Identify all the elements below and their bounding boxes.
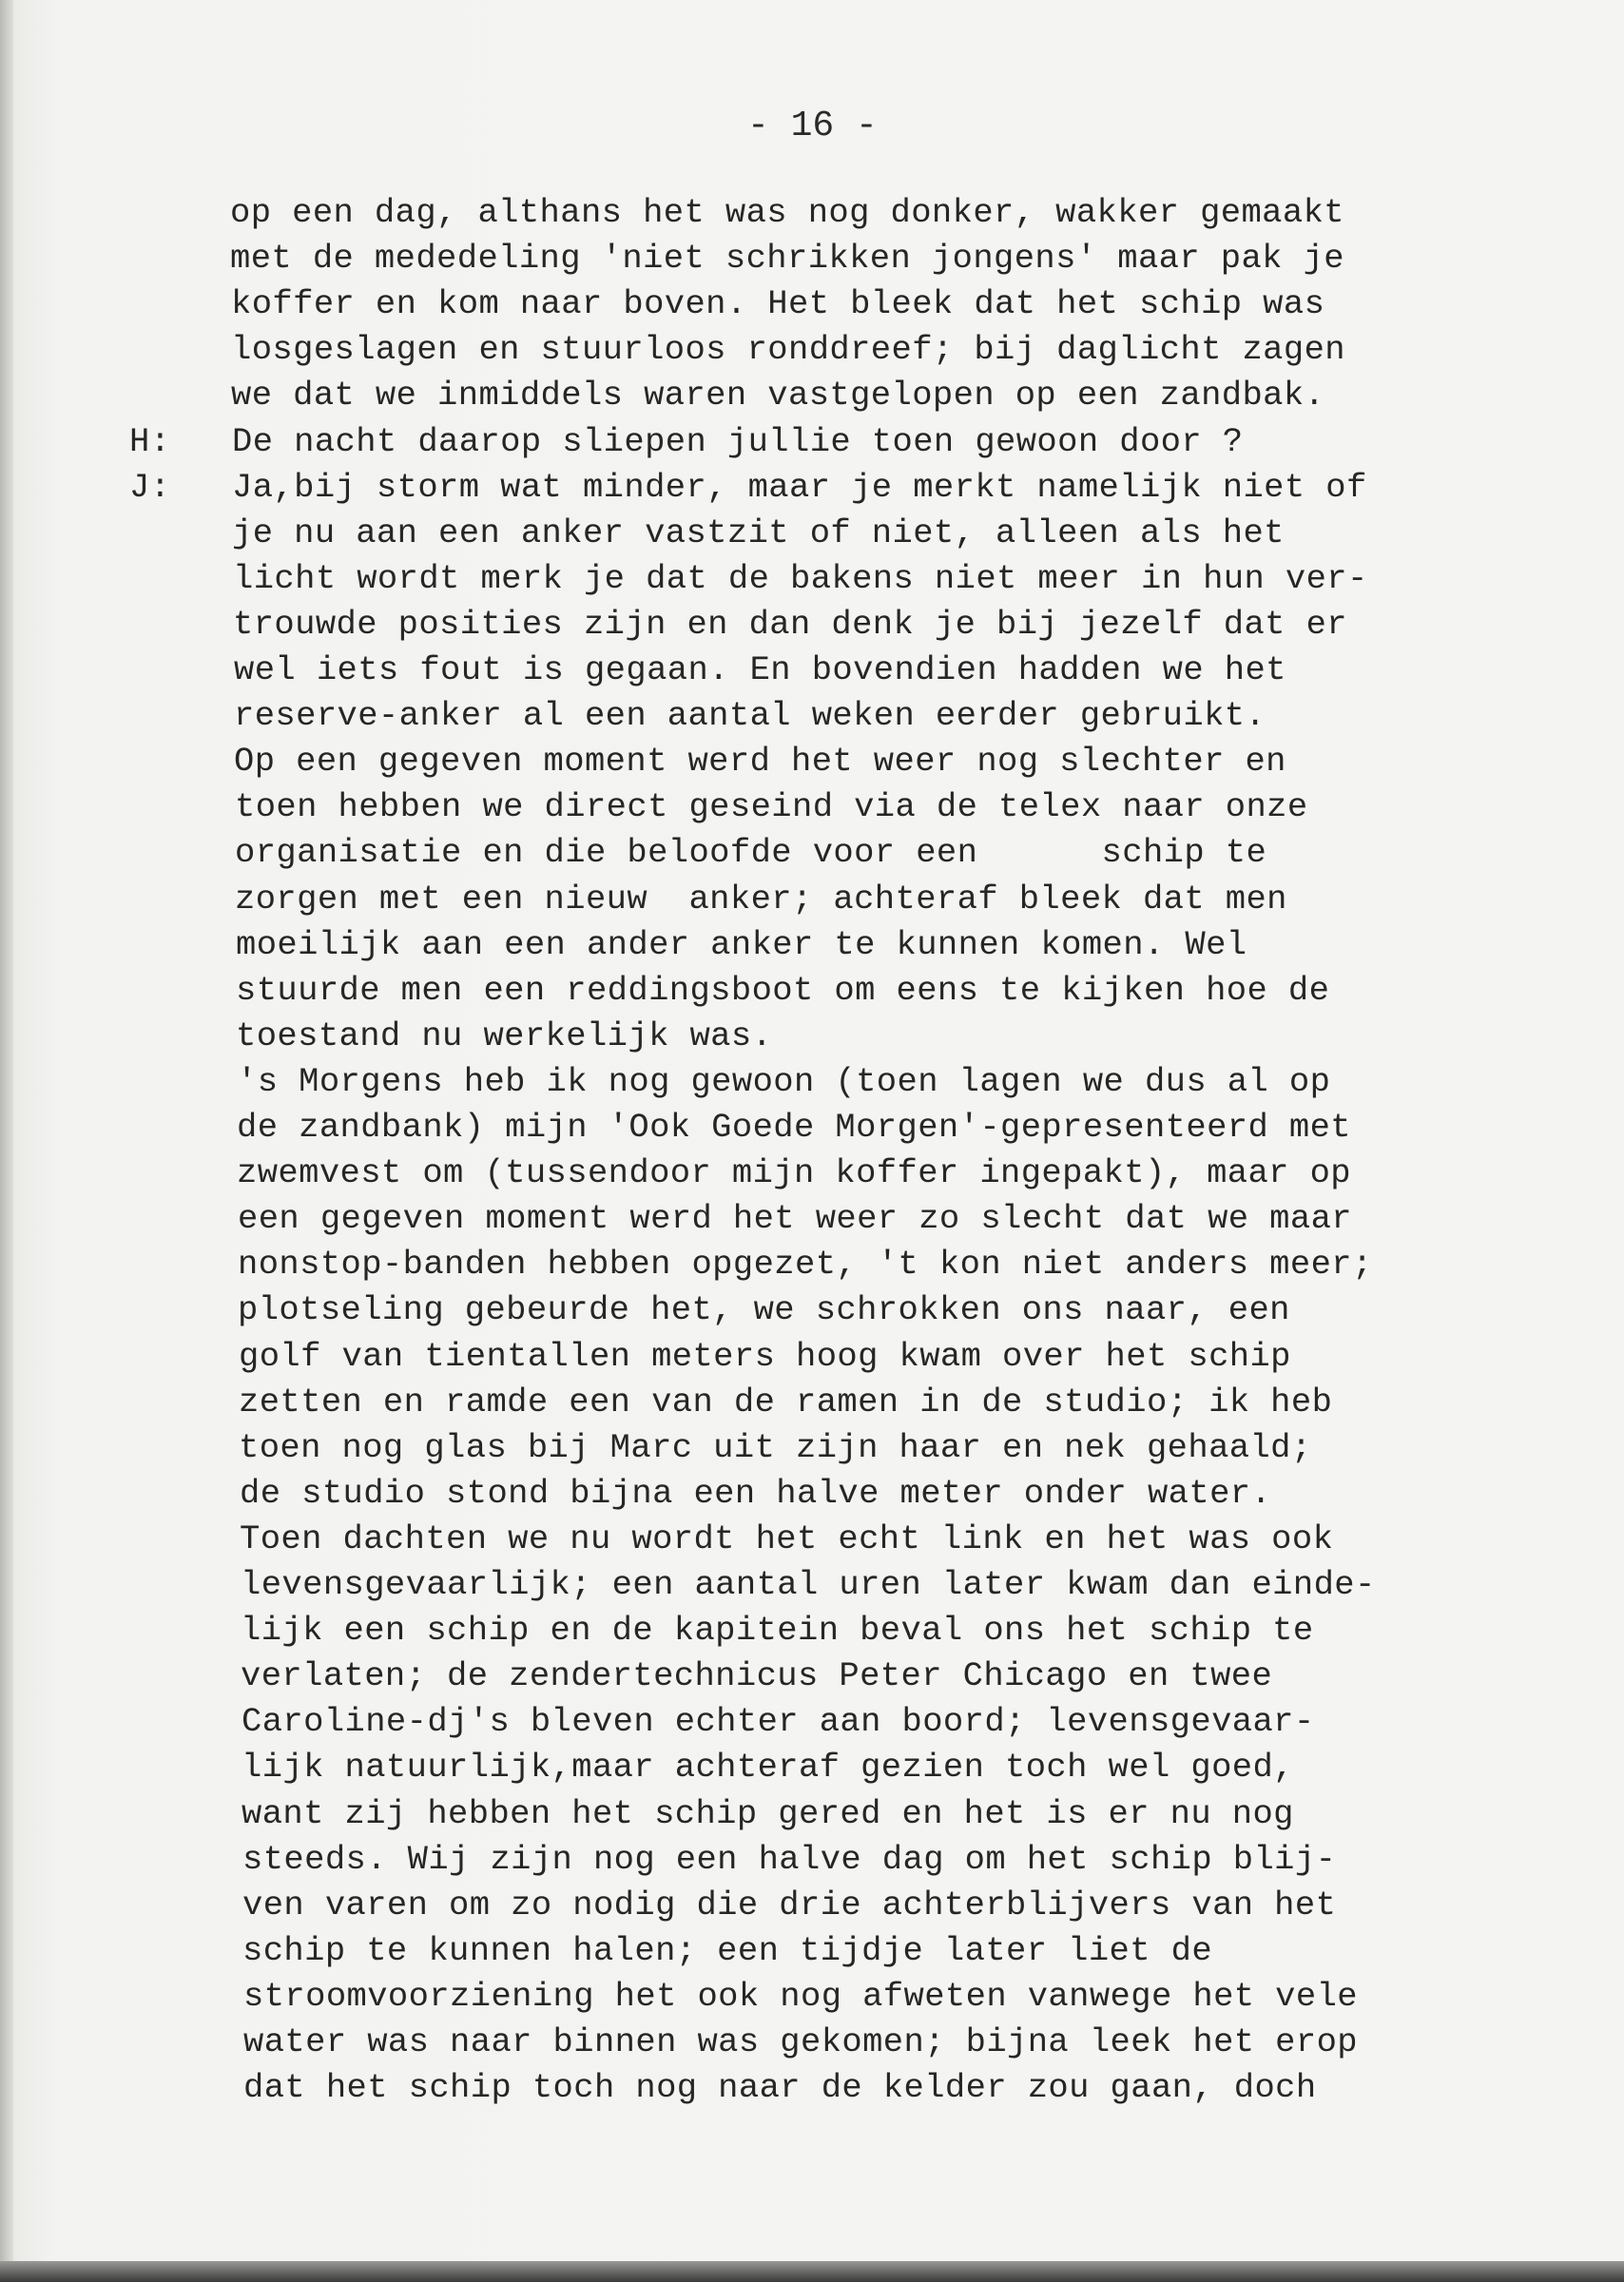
line-text: je nu aan een anker vastzit of niet, alleen als het (232, 513, 1285, 552)
text-line (135, 1196, 1352, 1242)
text-line (138, 1608, 1314, 1653)
line-text: steeds. Wij zijn nog een halve dag om het schip blij- (242, 1840, 1337, 1879)
text-line (141, 1974, 1358, 2020)
line-text: stuurde men een reddingsboot om eens te kijken hoe de (236, 971, 1330, 1010)
text-line (138, 1653, 1272, 1699)
line-text: trouwde posities zijn en dan denk je bij jezelf dat er (233, 605, 1347, 644)
line-text: lijk natuurlijk,maar achteraf gezien toch wel goed, (242, 1748, 1294, 1787)
speaker-label: H: (129, 422, 171, 461)
text-line (139, 1699, 1315, 1745)
page-number: - 16 - (747, 106, 878, 146)
scan-bottom-edge (0, 2261, 1624, 2282)
text-line (135, 1242, 1373, 1287)
text-line (140, 1928, 1212, 1974)
text-line (130, 602, 1347, 648)
line-text: met de mededeling 'niet schrikken jongens' maar pak je (230, 239, 1344, 278)
text-line (128, 281, 1324, 327)
text-line (131, 648, 1286, 693)
line-text: toen hebben we direct geseind via de telex naar onze (235, 787, 1308, 826)
line-text: toen nog glas bij Marc uit zijn haar en nek gehaald; (239, 1428, 1312, 1467)
line-text: de zandbank) mijn 'Ook Goede Morgen'-gepresenteerd met (237, 1108, 1351, 1147)
line-text: water was naar binnen was gekomen; bijna leek het erop (243, 2022, 1358, 2061)
text-line (131, 693, 1266, 739)
line-text: Op een gegeven moment werd het weer nog slechter en (234, 742, 1286, 781)
line-text: ven varen om zo nodig die drie achterblijvers van het (242, 1886, 1337, 1924)
line-text: Ja,bij storm wat minder, maar je merkt namelijk niet of (232, 468, 1367, 507)
line-text: stroomvoorziening het ook nog afweten vanwege het vele (243, 1977, 1358, 2016)
text-line (133, 968, 1329, 1014)
line-text: de studio stond bijna een halve meter onder water. (240, 1474, 1272, 1513)
text-line (134, 1151, 1351, 1196)
text-line (132, 877, 1287, 922)
line-text: zwemvest om (tussendoor mijn koffer ingepakt), maar op (237, 1153, 1351, 1192)
line-text: 's Morgens heb ik nog gewoon (toen lagen we dus al op (237, 1062, 1331, 1101)
line-text: golf van tientallen meters hoog kwam over het schip (239, 1337, 1291, 1376)
line-text: zorgen met een nieuw anker; achteraf bleek dat men (235, 880, 1287, 919)
text-line (130, 556, 1368, 602)
text-line (134, 1059, 1330, 1105)
text-line (140, 1883, 1336, 1928)
line-text: schip te kunnen halen; een tijdje later liet de (242, 1931, 1213, 1970)
line-text: Toen dachten we nu wordt het echt link en het was ook (240, 1519, 1334, 1558)
text-line (132, 830, 1266, 876)
text-line (132, 784, 1308, 830)
line-text: want zij hebben het schip gered en het is er nu nog (242, 1794, 1294, 1833)
line-text: levensgevaarlijk; een aantal uren later kwam dan einde- (241, 1565, 1376, 1604)
line-text: losgeslagen en stuurloos ronddreef; bij daglicht zagen (231, 330, 1345, 369)
speaker-label: J: (129, 468, 171, 507)
text-line (140, 1837, 1336, 1883)
line-text: moeilijk aan een ander anker te kunnen komen. Wel (236, 925, 1247, 964)
text-line (133, 1014, 772, 1059)
text-line (127, 236, 1344, 281)
text-line (136, 1334, 1291, 1380)
text-line (133, 922, 1247, 968)
line-text: zetten en ramde een van de ramen in de studio; ik heb (239, 1383, 1333, 1421)
line-text: wel iets fout is gegaan. En bovendien hadden we het (234, 650, 1286, 689)
line-text: De nacht daarop sliepen jullie toen gewoon door ? (232, 422, 1244, 461)
text-line (136, 1425, 1312, 1471)
text-line (128, 327, 1345, 373)
line-text: Caroline-dj's bleven echter aan boord; levensgevaar- (242, 1702, 1315, 1741)
text-line (129, 465, 1367, 511)
binding-edge (0, 0, 13, 2282)
text-line (129, 419, 1243, 465)
line-text: plotseling gebeurde het, we schrokken ons naar, een (238, 1290, 1290, 1329)
line-text: toestand nu werkelijk was. (236, 1016, 773, 1055)
text-line (131, 739, 1286, 784)
text-line (141, 2020, 1358, 2065)
text-line (137, 1517, 1333, 1562)
text-line (127, 190, 1344, 236)
text-line (129, 511, 1285, 556)
text-line (137, 1471, 1271, 1517)
line-text: licht wordt merk je dat de bakens niet meer in hun ver- (233, 559, 1368, 598)
line-text: een gegeven moment werd het weer zo slecht dat we maar (238, 1199, 1352, 1238)
text-line (139, 1745, 1294, 1790)
line-text: we dat we inmiddels waren vastgelopen op een zandbak. (231, 376, 1325, 415)
line-text: reserve-anker al een aantal weken eerder gebruikt. (234, 696, 1266, 735)
line-text: organisatie en die beloofde voor een schip te (235, 833, 1267, 872)
text-line (139, 1791, 1294, 1837)
text-line (141, 2065, 1317, 2111)
line-text: nonstop-banden hebben opgezet, 't kon niet anders meer; (238, 1245, 1373, 1284)
line-text: lijk een schip en de kapitein beval ons het schip te (241, 1611, 1314, 1650)
text-line (128, 373, 1324, 418)
line-text: op een dag, althans het was nog donker, wakker gemaakt (230, 193, 1344, 232)
text-line (134, 1105, 1351, 1151)
text-line (135, 1287, 1290, 1333)
line-text: dat het schip toch nog naar de kelder zou gaan, doch (243, 2068, 1317, 2107)
text-line (136, 1380, 1332, 1425)
text-line (138, 1562, 1376, 1608)
line-text: verlaten; de zendertechnicus Peter Chicago en twee (241, 1656, 1273, 1695)
line-text: koffer en kom naar boven. Het bleek dat het schip was (231, 284, 1325, 323)
